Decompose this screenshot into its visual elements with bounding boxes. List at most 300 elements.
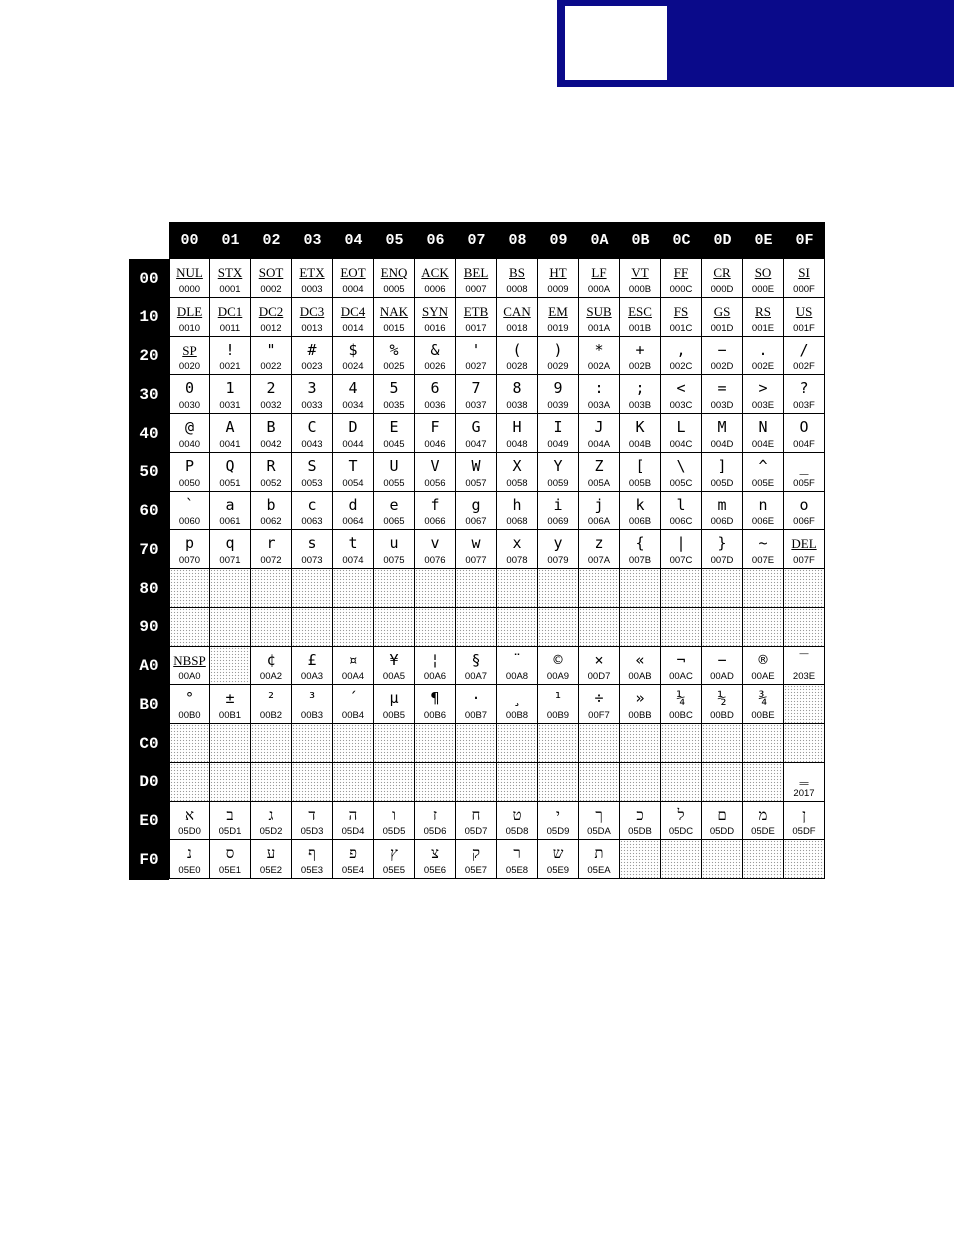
char-cell: [743, 414, 784, 453]
char-cell: [784, 298, 825, 337]
char-cell: [620, 647, 661, 686]
char-glyph: F: [430, 418, 440, 436]
unicode-code: 00B3: [300, 710, 324, 721]
char-cell: [251, 685, 292, 724]
char-glyph: U: [389, 456, 399, 475]
char-glyph: RS: [755, 303, 771, 319]
unicode-code: 05D1: [218, 826, 242, 838]
char-glyph: FF: [673, 265, 689, 280]
undefined-cell: [702, 840, 743, 879]
unicode-code: 0010: [178, 322, 201, 334]
undefined-cell: [743, 569, 784, 608]
unicode-code: 004B: [628, 438, 652, 450]
corner-banner-box: [563, 4, 669, 82]
char-glyph: ט: [512, 805, 522, 824]
char-glyph: NUL: [176, 265, 203, 280]
char-glyph: m: [717, 495, 727, 514]
char-cell: [538, 840, 579, 879]
undefined-cell: [374, 608, 415, 647]
char-cell: [497, 414, 538, 453]
unicode-code: 006F: [793, 516, 815, 528]
char-glyph: ¥: [389, 650, 399, 669]
char-glyph: y: [553, 534, 563, 553]
unicode-code: 0049: [547, 438, 569, 450]
char-cell: [415, 647, 456, 686]
char-glyph: 2: [266, 379, 276, 398]
table-corner: [129, 222, 169, 259]
unicode-code: 00B8: [505, 710, 529, 721]
undefined-cell: [415, 724, 456, 763]
row-header: 60: [129, 492, 169, 531]
char-glyph: GS: [713, 303, 731, 319]
char-glyph: =: [717, 379, 727, 398]
char-cell: [292, 298, 333, 337]
unicode-code: 0029: [547, 361, 569, 373]
char-glyph: b: [266, 495, 276, 514]
char-cell: [579, 530, 620, 569]
char-cell: [251, 453, 292, 492]
unicode-code: 000E: [751, 283, 775, 295]
char-glyph: f: [430, 495, 440, 514]
char-cell: [292, 530, 333, 569]
char-glyph: .: [758, 340, 768, 359]
char-cell: [661, 530, 702, 569]
char-cell: [333, 647, 374, 686]
char-cell: [251, 802, 292, 841]
char-glyph: I: [553, 418, 563, 436]
unicode-code: 05DE: [751, 826, 775, 838]
char-glyph: ן: [802, 805, 806, 824]
char-cell: [415, 259, 456, 298]
unicode-code: 0069: [547, 516, 569, 528]
char-glyph: 3: [307, 379, 317, 398]
unicode-code: 00A2: [259, 671, 283, 683]
code-page-table: [129, 222, 825, 879]
char-glyph: כ: [636, 805, 644, 824]
char-glyph: K: [635, 418, 645, 436]
char-glyph: צ: [431, 844, 439, 863]
undefined-cell: [743, 840, 784, 879]
undefined-cell: [702, 724, 743, 763]
undefined-cell: [456, 724, 497, 763]
char-glyph: א: [184, 805, 194, 824]
char-glyph: NBSP: [173, 652, 206, 668]
unicode-code: 0041: [219, 438, 241, 450]
unicode-code: 0021: [219, 361, 241, 373]
char-glyph: ¸: [512, 689, 522, 708]
unicode-code: 007D: [710, 555, 734, 566]
row-header: 80: [129, 569, 169, 608]
row-header: 10: [129, 298, 169, 337]
undefined-cell: [292, 569, 333, 608]
unicode-code: 00B1: [218, 710, 242, 721]
unicode-code: 0033: [301, 400, 323, 411]
char-glyph: ,: [676, 340, 686, 359]
undefined-cell: [497, 763, 538, 802]
char-cell: [169, 375, 210, 414]
unicode-code: 05D7: [464, 826, 488, 838]
row-header: C0: [129, 724, 169, 763]
unicode-code: 00BD: [710, 710, 734, 721]
char-glyph: }: [717, 534, 727, 553]
char-cell: [620, 414, 661, 453]
char-cell: [333, 840, 374, 879]
char-glyph: T: [348, 456, 358, 475]
undefined-cell: [251, 763, 292, 802]
unicode-code: 0055: [383, 477, 405, 489]
undefined-cell: [292, 724, 333, 763]
char-cell: [497, 647, 538, 686]
unicode-code: 05E8: [505, 865, 529, 876]
undefined-cell: [538, 724, 579, 763]
unicode-code: 0019: [547, 322, 569, 334]
unicode-code: 0077: [465, 555, 487, 566]
undefined-cell: [251, 569, 292, 608]
char-glyph: ¦: [430, 650, 440, 669]
unicode-code: 002A: [587, 361, 611, 373]
undefined-cell: [661, 840, 702, 879]
unicode-code: 00B7: [464, 710, 488, 721]
unicode-code: 0066: [424, 516, 446, 528]
unicode-code: 0062: [260, 516, 282, 528]
unicode-code: 0028: [506, 361, 528, 373]
char-cell: [497, 802, 538, 841]
char-glyph: ם: [717, 805, 727, 824]
char-glyph: NAK: [379, 303, 409, 319]
char-cell: [415, 414, 456, 453]
char-cell: [251, 337, 292, 376]
unicode-code: 00BB: [628, 710, 652, 721]
undefined-cell: [210, 608, 251, 647]
char-glyph: O: [799, 418, 809, 436]
char-glyph: ז: [432, 805, 438, 824]
char-cell: [415, 453, 456, 492]
char-cell: [784, 259, 825, 298]
column-header: 01: [210, 222, 251, 259]
char-glyph: G: [471, 418, 481, 436]
char-cell: [374, 802, 415, 841]
char-cell: [292, 453, 333, 492]
undefined-cell: [456, 569, 497, 608]
unicode-code: 0039: [547, 400, 569, 411]
unicode-code: 05DA: [587, 826, 611, 838]
undefined-cell: [784, 840, 825, 879]
char-glyph: מ: [758, 805, 768, 824]
char-cell: [415, 298, 456, 337]
unicode-code: 00AC: [669, 671, 693, 683]
char-glyph: ½: [717, 689, 727, 708]
unicode-code: 0012: [260, 322, 282, 334]
char-cell: [620, 375, 661, 414]
char-glyph: ": [266, 340, 276, 359]
char-cell: [497, 337, 538, 376]
unicode-code: 0060: [178, 516, 201, 528]
unicode-code: 0014: [342, 322, 364, 334]
char-glyph: EM: [548, 303, 568, 319]
char-cell: [661, 647, 702, 686]
char-cell: [538, 298, 579, 337]
char-glyph: ?: [799, 379, 809, 398]
unicode-code: 05D9: [546, 826, 570, 838]
char-cell: [784, 414, 825, 453]
char-cell: [292, 685, 333, 724]
row-header: A0: [129, 647, 169, 686]
char-glyph: B: [266, 418, 276, 436]
char-glyph: s: [307, 534, 317, 553]
char-cell: [169, 453, 210, 492]
char-glyph: ש: [552, 844, 564, 863]
char-glyph: ד: [308, 805, 316, 824]
char-cell: [538, 375, 579, 414]
undefined-cell: [210, 724, 251, 763]
char-glyph: n: [758, 495, 768, 514]
char-cell: [292, 414, 333, 453]
undefined-cell: [456, 608, 497, 647]
unicode-code: 0032: [260, 400, 282, 411]
undefined-cell: [292, 763, 333, 802]
char-cell: [210, 685, 251, 724]
column-header: 0C: [661, 222, 702, 259]
char-glyph: Z: [594, 456, 604, 475]
char-cell: [333, 414, 374, 453]
char-cell: [702, 802, 743, 841]
unicode-code: 00B2: [259, 710, 283, 721]
char-cell: [210, 337, 251, 376]
char-glyph: 4: [348, 379, 358, 398]
undefined-cell: [292, 608, 333, 647]
char-cell: [374, 298, 415, 337]
char-glyph: ¢: [266, 650, 276, 669]
unicode-code: 002C: [669, 361, 693, 373]
char-cell: [743, 685, 784, 724]
char-cell: [415, 802, 456, 841]
char-cell: [169, 802, 210, 841]
unicode-code: 007C: [669, 555, 693, 566]
char-cell: [456, 337, 497, 376]
unicode-code: 003D: [710, 400, 734, 411]
unicode-code: 0051: [219, 477, 241, 489]
column-header: 06: [415, 222, 456, 259]
char-glyph: ³: [307, 689, 317, 708]
unicode-code: 05E0: [178, 865, 201, 876]
undefined-cell: [251, 608, 292, 647]
char-glyph: ח: [471, 805, 481, 824]
char-glyph: w: [471, 534, 481, 553]
char-cell: [456, 647, 497, 686]
char-glyph: i: [553, 495, 563, 514]
undefined-cell: [251, 724, 292, 763]
char-cell: [210, 840, 251, 879]
char-cell: [415, 337, 456, 376]
char-cell: [743, 337, 784, 376]
char-glyph: ): [553, 340, 563, 359]
unicode-code: 006A: [587, 516, 611, 528]
char-glyph: H: [512, 418, 522, 436]
char-cell: [456, 685, 497, 724]
unicode-code: 0001: [219, 283, 241, 295]
char-glyph: d: [348, 495, 358, 514]
char-glyph: (: [512, 340, 522, 359]
unicode-code: 203E: [792, 671, 816, 683]
char-glyph: V: [430, 456, 440, 475]
char-glyph: D: [348, 418, 358, 436]
unicode-code: 0007: [465, 283, 487, 295]
char-cell: [784, 492, 825, 531]
char-cell: [333, 492, 374, 531]
char-glyph: _: [799, 456, 809, 475]
char-cell: [251, 375, 292, 414]
char-cell: [169, 530, 210, 569]
undefined-cell: [538, 608, 579, 647]
undefined-cell: [415, 608, 456, 647]
char-cell: [456, 375, 497, 414]
char-cell: [333, 685, 374, 724]
char-glyph: ¼: [676, 689, 686, 708]
unicode-code: 00B9: [546, 710, 570, 721]
char-glyph: ס: [225, 844, 235, 863]
column-header: 0F: [784, 222, 825, 259]
char-cell: [210, 414, 251, 453]
unicode-code: 00B0: [178, 710, 201, 721]
char-glyph: ENQ: [380, 265, 408, 280]
char-cell: [620, 337, 661, 376]
char-cell: [661, 337, 702, 376]
unicode-code: 002F: [793, 361, 815, 373]
char-cell: [661, 453, 702, 492]
unicode-code: 00A6: [423, 671, 447, 683]
char-glyph: ^: [758, 456, 768, 475]
unicode-code: 003B: [628, 400, 652, 411]
char-glyph: SOT: [258, 265, 284, 280]
char-glyph: פ: [349, 844, 357, 863]
char-glyph: SYN: [421, 303, 448, 319]
unicode-code: 05D0: [178, 826, 201, 838]
char-glyph: q: [225, 534, 235, 553]
undefined-cell: [661, 724, 702, 763]
undefined-cell: [169, 569, 210, 608]
unicode-code: 004C: [669, 438, 693, 450]
char-glyph: >: [758, 379, 768, 398]
char-cell: [620, 685, 661, 724]
unicode-code: 004F: [793, 438, 815, 450]
char-cell: [374, 685, 415, 724]
char-cell: [497, 492, 538, 531]
char-cell: [210, 492, 251, 531]
unicode-code: 002B: [628, 361, 652, 373]
char-glyph: ‗: [799, 766, 809, 785]
char-cell: [661, 685, 702, 724]
char-glyph: ך: [595, 805, 603, 824]
char-cell: [456, 802, 497, 841]
undefined-cell: [702, 763, 743, 802]
unicode-code: 0048: [506, 438, 528, 450]
undefined-cell: [620, 569, 661, 608]
char-glyph: u: [389, 534, 399, 553]
unicode-code: 05DB: [628, 826, 652, 838]
char-cell: [661, 375, 702, 414]
undefined-cell: [579, 569, 620, 608]
unicode-code: 0068: [506, 516, 528, 528]
char-glyph: @: [184, 418, 195, 436]
unicode-code: 007F: [793, 555, 815, 566]
undefined-cell: [743, 608, 784, 647]
column-header: 00: [169, 222, 210, 259]
char-cell: [210, 453, 251, 492]
unicode-code: 0005: [383, 283, 405, 295]
char-cell: [620, 530, 661, 569]
unicode-code: 001B: [628, 322, 652, 334]
char-cell: [784, 802, 825, 841]
undefined-cell: [415, 569, 456, 608]
char-cell: [497, 298, 538, 337]
char-glyph: µ: [389, 689, 399, 708]
char-cell: [292, 647, 333, 686]
char-glyph: ·: [471, 689, 481, 708]
unicode-code: 002D: [710, 361, 734, 373]
unicode-code: 005E: [751, 477, 775, 489]
char-cell: [743, 802, 784, 841]
char-cell: [579, 375, 620, 414]
column-header: 03: [292, 222, 333, 259]
char-cell: [538, 492, 579, 531]
unicode-code: 0059: [547, 477, 569, 489]
unicode-code: 0071: [219, 555, 241, 566]
char-cell: [579, 337, 620, 376]
char-glyph: י: [556, 805, 560, 824]
unicode-code: 00A9: [546, 671, 570, 683]
unicode-code: 005D: [710, 477, 734, 489]
char-cell: [374, 453, 415, 492]
undefined-cell: [743, 763, 784, 802]
unicode-code: 0035: [383, 400, 405, 411]
unicode-code: 00A7: [464, 671, 488, 683]
undefined-cell: [538, 569, 579, 608]
char-glyph: h: [512, 495, 522, 514]
char-glyph: BS: [509, 265, 525, 280]
char-cell: [169, 259, 210, 298]
char-glyph: ²: [266, 689, 276, 708]
char-cell: [702, 685, 743, 724]
char-glyph: M: [717, 418, 727, 436]
char-glyph: A: [225, 418, 235, 436]
unicode-code: 00AE: [751, 671, 775, 683]
char-cell: [251, 647, 292, 686]
unicode-code: 0030: [178, 400, 201, 411]
undefined-cell: [333, 569, 374, 608]
undefined-cell: [784, 569, 825, 608]
char-cell: [743, 647, 784, 686]
char-glyph: US: [795, 303, 813, 319]
char-cell: [538, 453, 579, 492]
unicode-code: 0067: [465, 516, 487, 528]
char-cell: [620, 298, 661, 337]
char-cell: [579, 802, 620, 841]
unicode-code: 05D8: [505, 826, 529, 838]
char-glyph: e: [389, 495, 399, 514]
char-glyph: ¬: [676, 650, 686, 669]
undefined-cell: [620, 724, 661, 763]
char-glyph: j: [594, 495, 604, 514]
char-cell: [743, 492, 784, 531]
unicode-code: 0018: [506, 322, 528, 334]
char-cell: [743, 298, 784, 337]
unicode-code: 0043: [301, 438, 323, 450]
char-cell: [374, 414, 415, 453]
char-cell: [169, 647, 210, 686]
undefined-cell: [784, 608, 825, 647]
char-glyph: §: [471, 650, 481, 669]
unicode-code: 000C: [669, 283, 693, 295]
